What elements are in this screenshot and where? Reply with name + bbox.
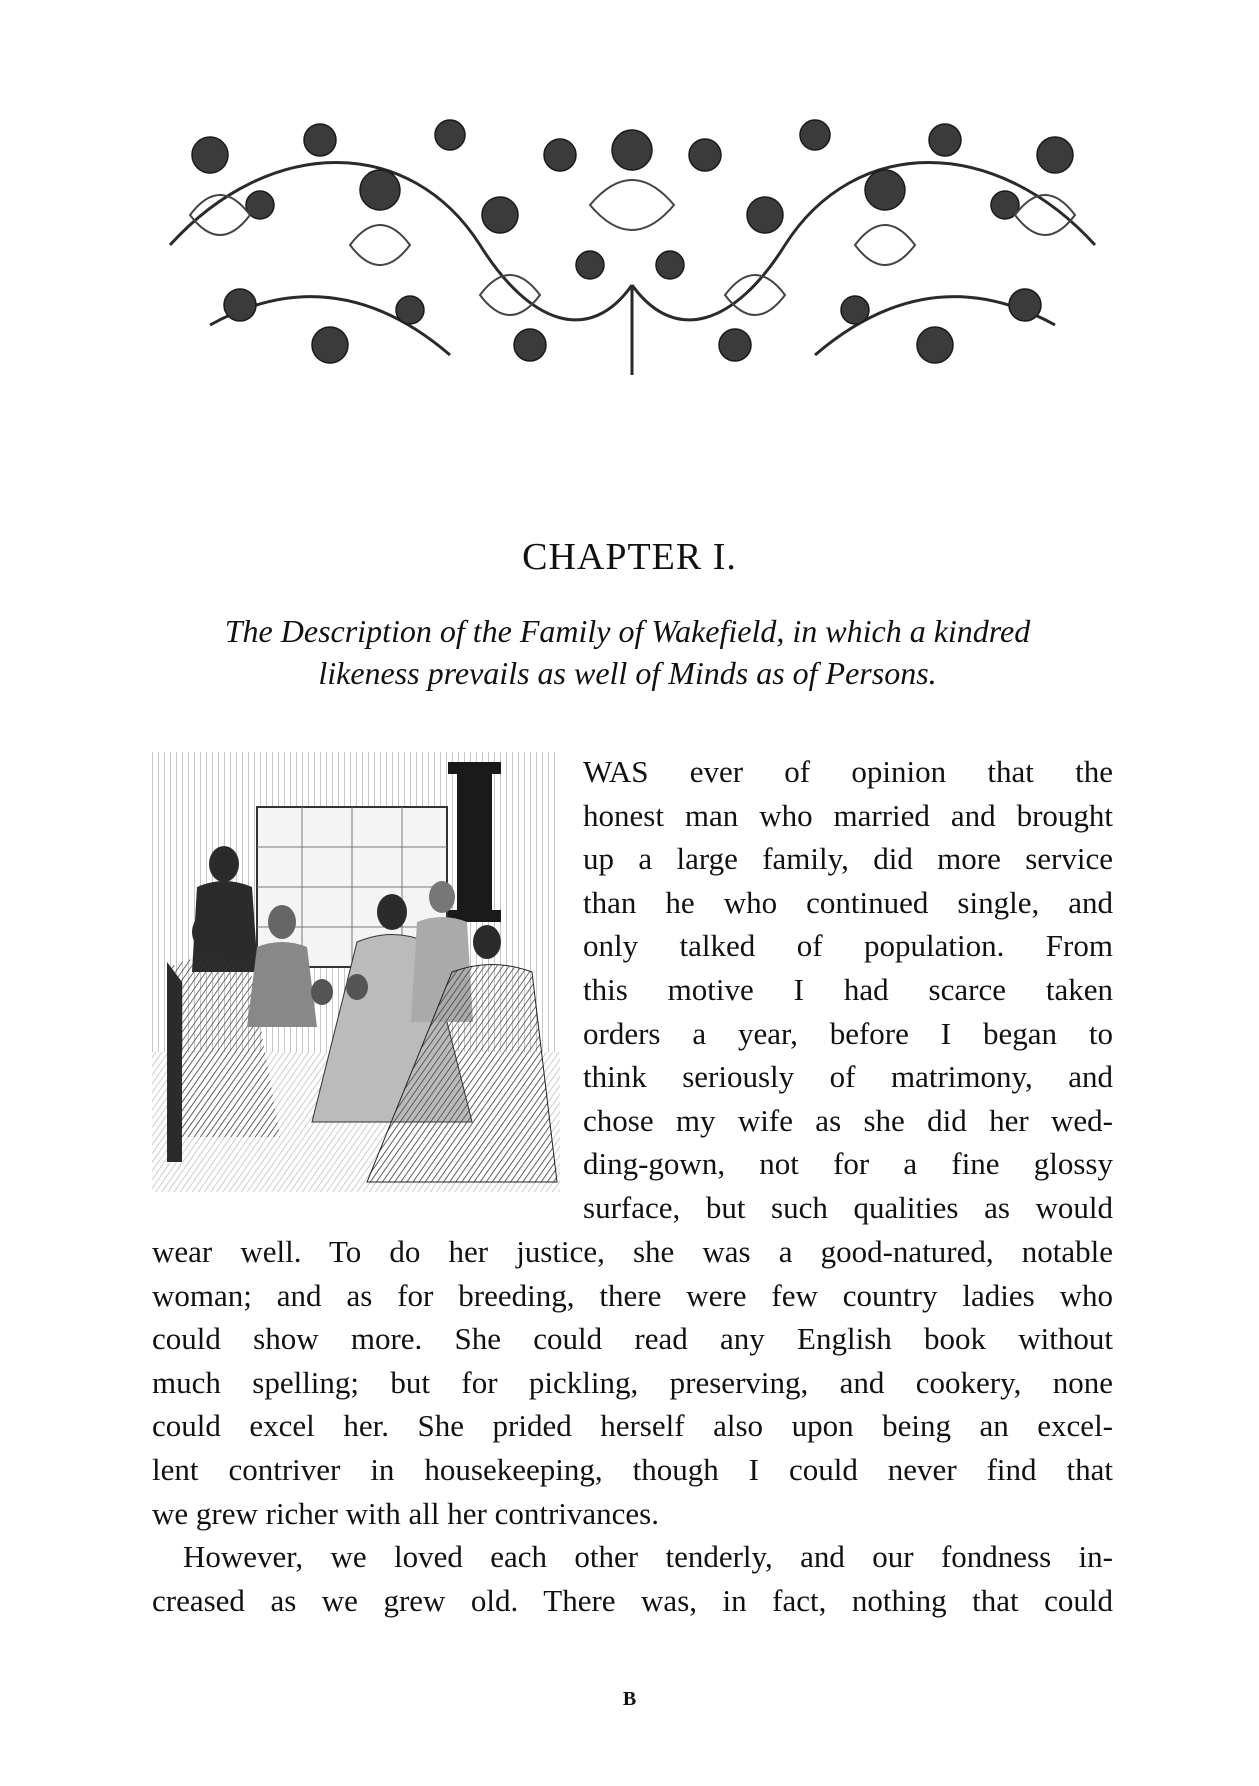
text-line: think seriously of matrimony, and: [583, 1059, 1113, 1095]
text-line: only talked of population. From: [583, 928, 1113, 964]
chapter-subtitle-line: The Description of the Family of Wakefield, in which a kindred: [224, 613, 1031, 649]
chapter-subtitle-line: likeness prevails as well of Minds as of Persons.: [318, 655, 937, 691]
chapter-title: CHAPTER I.: [522, 536, 737, 578]
text-line: orders a year, before I began to: [583, 1015, 1113, 1051]
text-line: this motive I had scarce taken: [583, 971, 1113, 1007]
text-line: chose my wife as she did her wed-: [583, 1102, 1113, 1138]
text-line: wear well. To do her justice, she was a good-natured, notable: [152, 1234, 1113, 1269]
text-line: ding-gown, not for a fine glossy: [583, 1146, 1113, 1182]
body-text-full-width: [152, 1230, 1113, 1622]
text-line: much spelling; but for pickling, preserving, and cookery, none: [152, 1364, 1113, 1400]
chapter-subtitle: [140, 610, 1115, 694]
text-line: up a large family, did more service: [583, 841, 1113, 877]
text-line: honest man who married and brought: [583, 797, 1113, 833]
text-line: lent contriver in housekeeping, though I could never find that: [152, 1451, 1113, 1487]
text-line: could show more. She could read any English book without: [152, 1321, 1113, 1357]
text-line: surface, but such qualities as would: [583, 1189, 1113, 1225]
text-line: woman; and as for breeding, there were few country ladies who: [152, 1277, 1113, 1313]
text-line: could excel her. She prided herself also upon being an excel-: [152, 1408, 1113, 1444]
text-line: than he who continued single, and: [583, 884, 1113, 920]
opening-paragraph-column: [583, 750, 1113, 1230]
text-line: creased as we grew old. There was, in fact, nothing that could: [152, 1582, 1113, 1618]
text-line: we grew richer with all her contrivances.: [152, 1495, 659, 1531]
family-engraving-icon: [152, 752, 560, 1192]
floral-ornament-icon: [150, 95, 1115, 385]
text-line: WAS ever of opinion that the: [583, 754, 1113, 789]
text-line: However, we loved each other tenderly, and our fondness in-: [183, 1539, 1113, 1575]
signature-mark: B: [622, 1688, 637, 1710]
